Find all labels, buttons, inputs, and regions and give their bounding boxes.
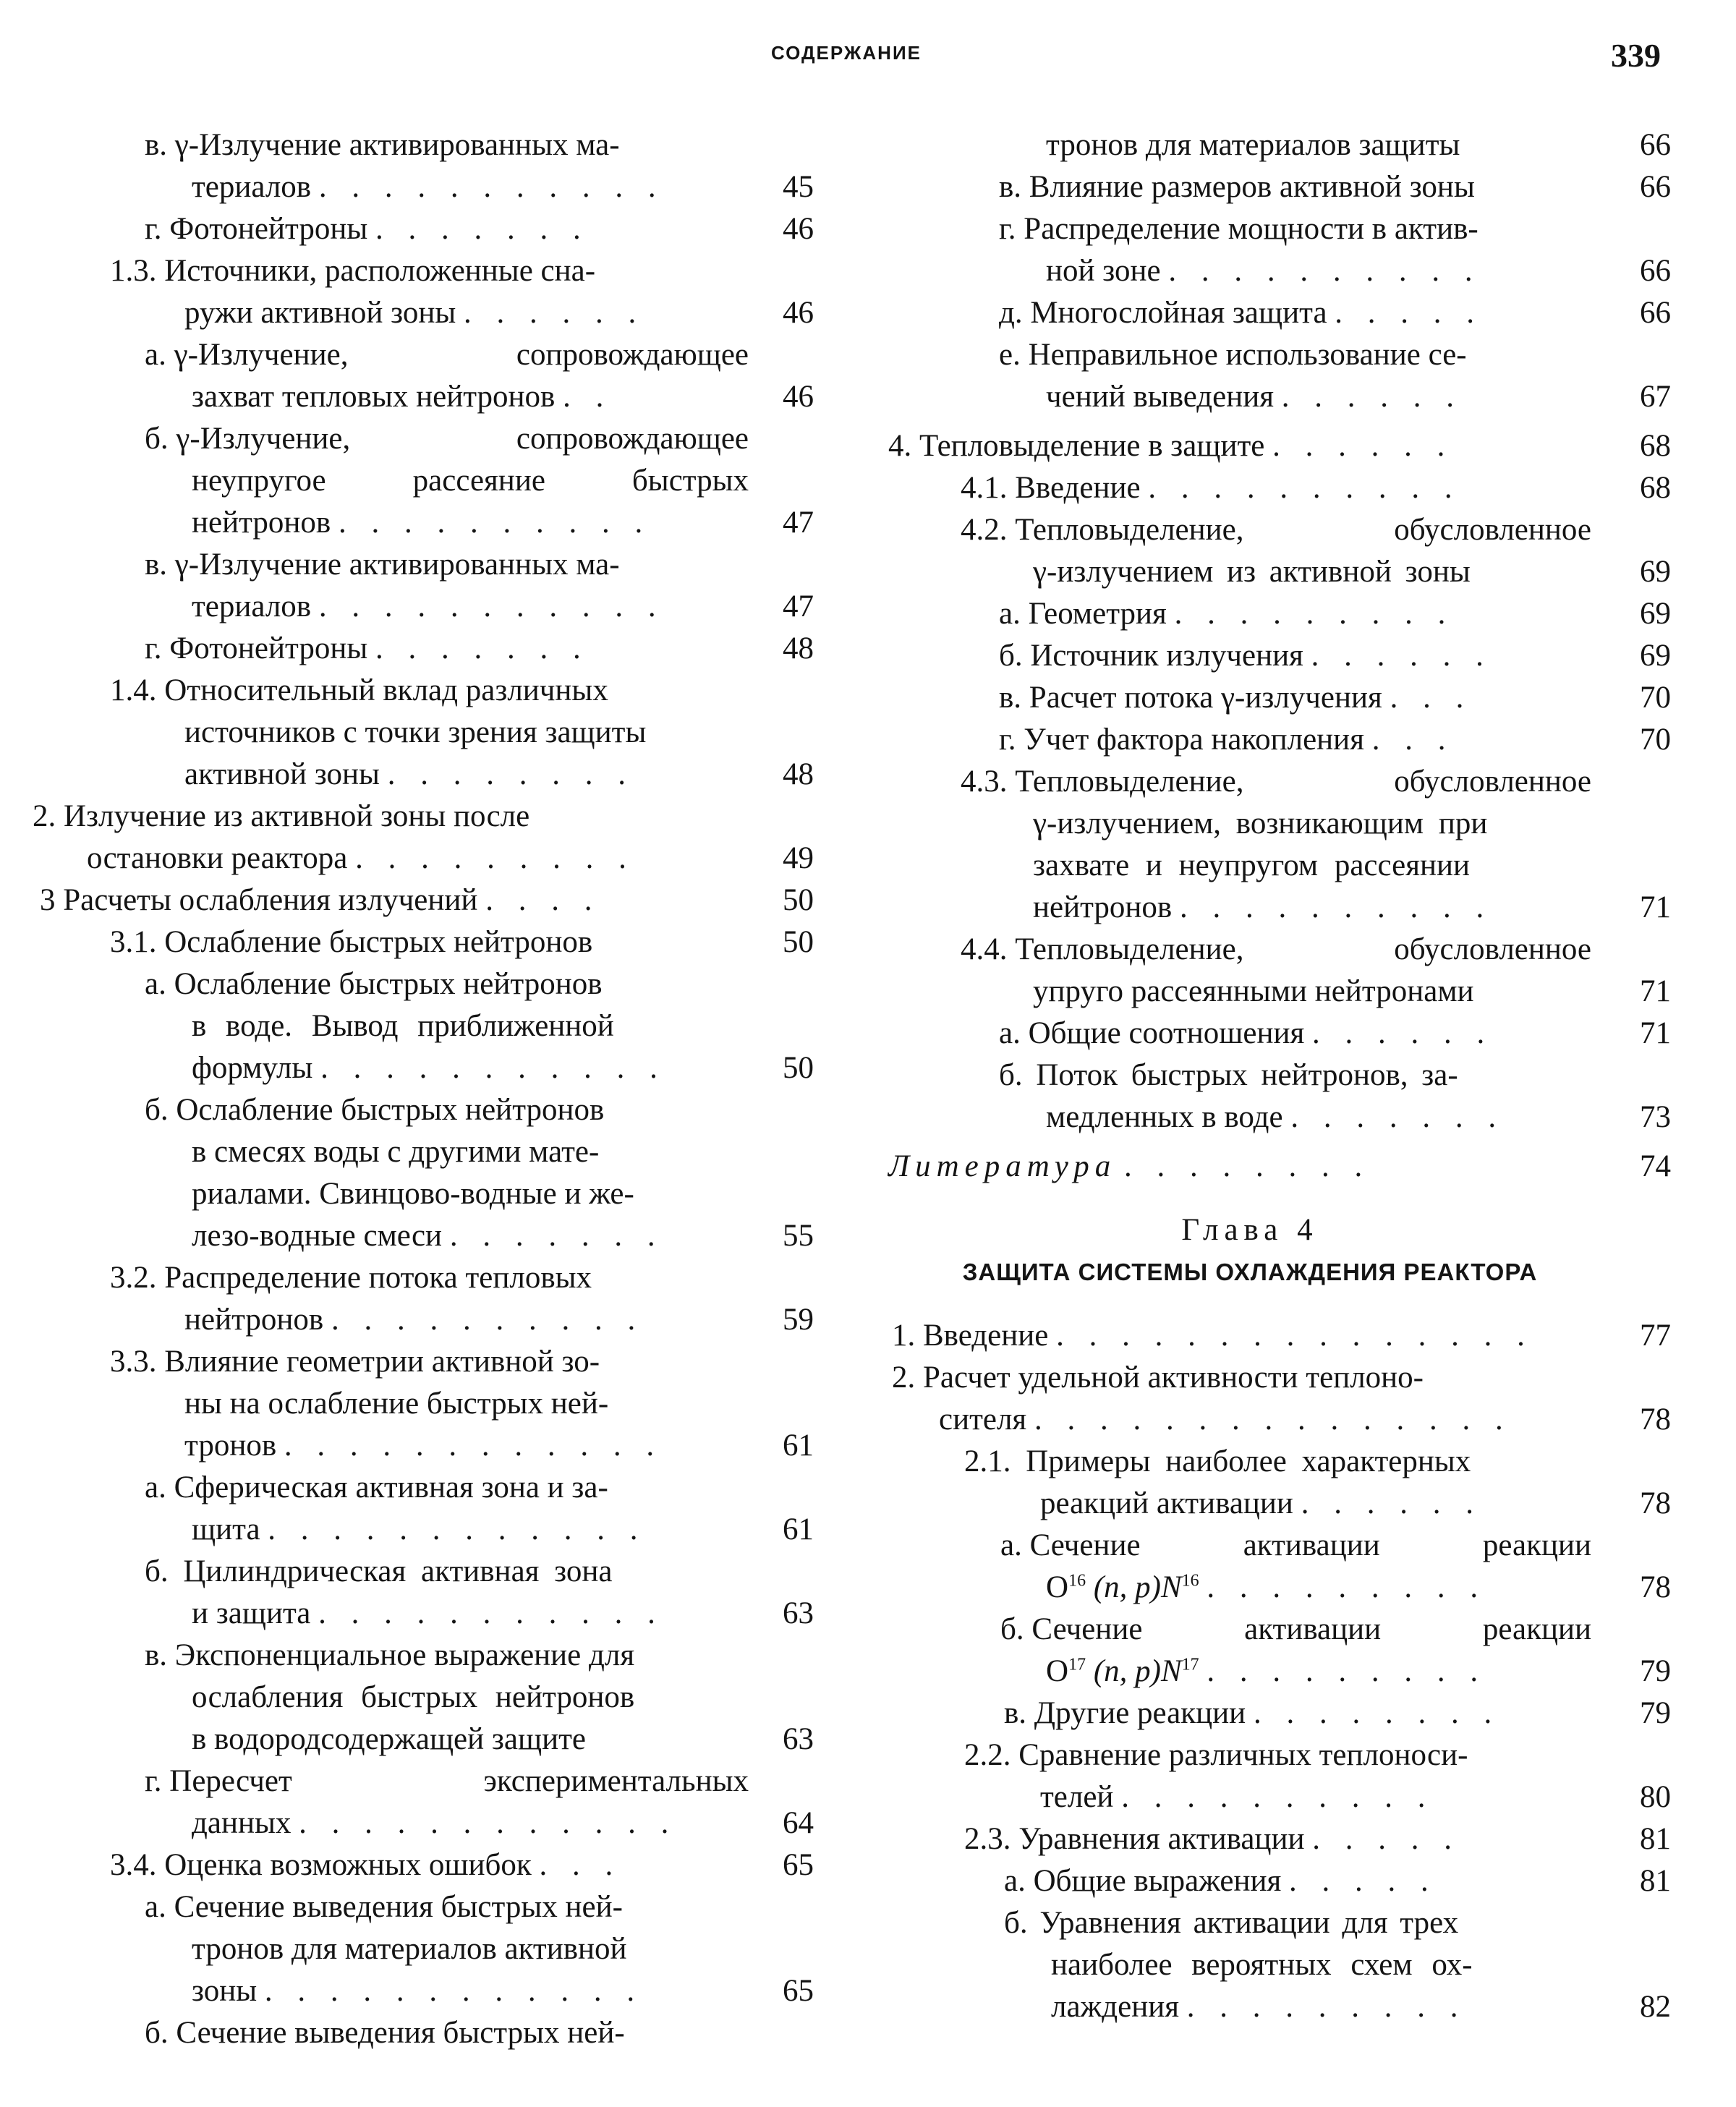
entry-text: териалов . . . . . . . . . . . [192,589,665,623]
leader-dots: . . . . . . . . . [1207,1654,1487,1688]
toc-entry [888,593,1677,635]
entry-text: тронов . . . . . . . . . . . . [184,1429,663,1463]
page-ref: 67 [1640,380,1671,414]
entry-text: е. Неправильное использование се- [999,338,1467,372]
entry-text: г. Учет фактора накопления . . . [999,723,1455,757]
toc-right-column [888,124,1677,2028]
toc-entry [33,376,814,418]
toc-entry [888,1013,1677,1055]
page-ref: 70 [1640,723,1671,757]
page-ref: 69 [1640,555,1671,589]
entry-text: 2. Излучение из активной зоны после [33,799,530,833]
page-ref: 49 [783,841,814,875]
entry-text: в. Другие реакции . . . . . . . . [1004,1696,1501,1730]
entry-text: а. Общие соотношения . . . . . . [999,1016,1494,1050]
toc-entry [888,1651,1677,1693]
page-ref: 74 [1640,1149,1671,1183]
toc-entry [33,670,814,712]
toc-entry [33,1173,814,1215]
entry-text: захват тепловых нейтронов . . [192,380,613,414]
page-number: 339 [1611,37,1661,74]
page-ref: 48 [783,631,814,665]
page-ref: 81 [1640,1864,1671,1898]
entry-text: в смесях воды с другими мате- [192,1135,600,1169]
leader-dots: . . . . . . . . [1253,1696,1501,1730]
entry-text: а. γ-Излучение, сопровождающее [145,338,749,372]
page-ref: 50 [783,1051,814,1085]
leader-dots: . . . . . . . . . . [1168,254,1481,288]
leader-dots: . . . . . . . . . . [1121,1780,1434,1814]
toc-entry [33,1215,814,1257]
page-ref: 66 [1640,254,1671,288]
entry-text: в. Расчет потока γ-излучения . . . [999,681,1473,715]
toc-entry [888,551,1677,593]
toc-entry [33,1635,814,1677]
toc-entry [33,712,814,754]
entry-text: источников с точки зрения защиты [184,715,647,749]
leader-dots: . . . . . . . . . . . [318,170,665,204]
toc-entry [888,803,1677,845]
entry-text: медленных в воде . . . . . . . [1046,1100,1505,1134]
toc-entry [888,1986,1677,2028]
toc-entry [888,1483,1677,1525]
entry-text: 4.3. Тепловыделение, обусловленное [961,765,1591,799]
page-ref: 61 [783,1429,814,1463]
leader-dots: . . . . . . [1272,429,1454,463]
entry-text: д. Многослойная защита . . . . . [999,296,1484,330]
toc-entry [33,292,814,334]
toc-entry [33,334,814,376]
entry-text: тронов для материалов активной [192,1932,627,1966]
toc-entry [888,208,1677,250]
entry-text: б. γ-Излучение, сопровождающее [145,422,749,456]
leader-dots: . . . . [485,883,601,917]
toc-entry [888,425,1677,467]
toc-entry [33,502,814,544]
entry-text: териалов . . . . . . . . . . . [192,170,665,204]
page-ref: 79 [1640,1696,1671,1730]
chapter-heading: ЗАЩИТА СИСТЕМЫ ОХЛАЖДЕНИЯ РЕАКТОРА [962,1259,1538,1285]
toc-entry [33,1886,814,1928]
entry-text: 3.4. Оценка возможных ошибок . . . [110,1848,622,1882]
entry-text: упруго рассеянными нейтронами [1033,974,1474,1008]
entry-text: 2.1. Примеры наиболее характерных [964,1444,1471,1478]
leader-dots: . . . . . . . . . . . [320,1051,666,1085]
entry-text: 3 Расчеты ослабления излучений . . . . [40,883,601,917]
toc-entry [888,1567,1677,1609]
leader-dots: . . . . . . . . . . [339,506,652,540]
entry-text: в воде. Вывод приближенной [192,1009,614,1043]
toc-entry-literature [888,1146,1677,1188]
entry-text: 3.1. Ослабление быстрых нейтронов [110,925,593,959]
page-ref: 47 [783,589,814,623]
toc-entry [33,2012,814,2054]
toc-entry [33,1467,814,1509]
toc-entry [888,1693,1677,1734]
toc-entry [888,635,1677,677]
toc-entry [888,292,1677,334]
page-ref: 48 [783,757,814,791]
toc-entry [888,1441,1677,1483]
leader-dots: . . . [539,1848,622,1882]
entry-text: ослабления быстрых нейтронов [192,1680,635,1714]
entry-text: 4.1. Введение . . . . . . . . . . [961,471,1461,505]
leader-dots: . . . . . [1335,296,1484,330]
entry-text: формулы . . . . . . . . . . . [192,1051,666,1085]
page-ref: 65 [783,1974,814,2008]
toc-entry [888,887,1677,929]
entry-text: и защита . . . . . . . . . . . [192,1596,664,1630]
toc-entry [33,1089,814,1131]
entry-text: г. Пересчет экспериментальных [145,1764,749,1798]
entry-text: 4.2. Тепловыделение, обусловленное [961,513,1591,547]
entry-text: чений выведения . . . . . . [1046,380,1463,414]
entry-text: б. Сечение активации реакции [1000,1612,1591,1646]
toc-entry [33,1719,814,1761]
page-ref: 80 [1640,1780,1671,1814]
page-ref: 82 [1640,1990,1671,2024]
leader-dots: . . . . . . . [1290,1100,1505,1134]
page-ref: 50 [783,883,814,917]
toc-entry [33,1383,814,1425]
toc-entry [888,1399,1677,1441]
leader-dots: . . . . . . . . . . . [318,1596,664,1630]
entry-text: 2.2. Сравнение различных теплоноси- [964,1738,1468,1772]
entry-text: а. Ослабление быстрых нейтронов [145,967,603,1001]
entry-text: в. γ-Излучение активированных ма- [145,128,620,162]
toc-entry [888,334,1677,376]
leader-dots: . . . . . . . . . . [331,1303,644,1337]
entry-text: тронов для материалов защиты [1046,128,1460,162]
entry-text: 1.3. Источники, расположенные сна- [110,254,596,288]
entry-text: зоны . . . . . . . . . . . . [192,1974,644,2008]
toc-entry [33,1677,814,1719]
toc-entry [33,1299,814,1341]
toc-entry [33,418,814,460]
toc-entry [888,509,1677,551]
leader-dots: . . . [1390,681,1473,715]
entry-text: нейтронов . . . . . . . . . . [192,506,652,540]
leader-dots: . . . . . [1312,1822,1461,1856]
toc-entry [33,124,814,166]
entry-text: б. Ослабление быстрых нейтронов [145,1093,605,1127]
entry-text: б. Цилиндрическая активная зона [145,1554,613,1588]
entry-text: 1. Введение . . . . . . . . . . . . . . . [892,1319,1533,1353]
leader-dots: . . . . . . . . . . [1148,471,1461,505]
page-ref: 73 [1640,1100,1671,1134]
entry-text: в. Экспоненциальное выражение для [145,1638,635,1672]
entry-text: лаждения . . . . . . . . . [1051,1990,1467,2024]
entry-text: б. Сечение выведения быстрых ней- [145,2016,625,2050]
leader-dots: . . . . . . . . . [1207,1570,1487,1604]
toc-entry [33,628,814,670]
toc-entry [33,838,814,880]
page-ref: 68 [1640,471,1671,505]
toc-entry [33,544,814,586]
entry-text: а. Общие выражения . . . . . [1004,1864,1437,1898]
toc-entry [33,1047,814,1089]
entry-text: г. Распределение мощности в актив- [999,212,1478,246]
entry-text: 2. Расчет удельной активности теплоно- [892,1361,1424,1395]
page-ref: 46 [783,380,814,414]
leader-dots: . . . . . . . [375,212,590,246]
leader-dots: . . . . . . . . [1124,1149,1371,1183]
entry-text: Литература . . . . . . . . [888,1149,1371,1183]
leader-dots: . . [563,380,613,414]
running-head: СОДЕРЖАНИЕ [771,42,922,64]
toc-entry [888,1525,1677,1567]
entry-text: ной зоне . . . . . . . . . . [1046,254,1481,288]
toc-entry [33,208,814,250]
entry-text: $O^{17}$ (n, $p)N^{17}$ . . . . . . . . . [1046,1654,1487,1688]
entry-text: щита . . . . . . . . . . . . [192,1512,647,1546]
toc-entry [888,376,1677,418]
leader-dots: . . . . . . [1301,1486,1482,1520]
page-ref: 59 [783,1303,814,1337]
entry-text: γ-излучением, возникающим при [1033,806,1488,840]
entry-text: 4. Тепловыделение в защите . . . . . . [888,429,1454,463]
leader-dots: . . . . . . . . . . [1180,890,1493,924]
leader-dots: . . . [1371,723,1455,757]
leader-dots: . . . . . . . [449,1219,664,1253]
toc-entry [33,166,814,208]
toc-entry [33,1425,814,1467]
leader-dots: . . . . . [1289,1864,1437,1898]
toc-entry [888,1776,1677,1818]
toc-entry [888,124,1677,166]
page-ref: 65 [783,1848,814,1882]
toc-entry [888,1357,1677,1399]
entry-text: сителя . . . . . . . . . . . . . . . [939,1402,1512,1436]
leader-dots: . . . . . . [1312,1016,1494,1050]
toc-left-column [33,124,814,2054]
entry-text: нейтронов . . . . . . . . . . [1033,890,1493,924]
page-ref: 63 [783,1722,814,1756]
entry-text: 3.3. Влияние геометрии активной зо- [110,1345,600,1379]
page-ref: 50 [783,925,814,959]
page-ref: 61 [783,1512,814,1546]
entry-text: наиболее вероятных схем ох- [1051,1948,1473,1982]
entry-text: г. Фотонейтроны . . . . . . . [145,212,590,246]
entry-text: лезо-водные смеси . . . . . . . [192,1219,664,1253]
toc-entry [888,719,1677,761]
toc-entry [33,1970,814,2012]
toc-entry [33,460,814,502]
toc-entry [888,1097,1677,1138]
page-ref: 68 [1640,429,1671,463]
toc-entry [33,1341,814,1383]
toc-entry [33,1551,814,1593]
entry-text: захвате и неупругом рассеянии [1033,848,1471,882]
entry-text: неупругое рассеяние быстрых [192,464,749,498]
leader-dots: . . . . . . . [375,631,590,665]
toc-entry [888,1315,1677,1357]
page-ref: 66 [1640,170,1671,204]
toc-entry [888,1860,1677,1902]
toc-entry [888,250,1677,292]
toc-entry [33,1005,814,1047]
toc-entry [888,1609,1677,1651]
leader-dots: . . . . . . . . . [1174,597,1455,631]
toc-entry [33,1257,814,1299]
entry-text: реакций активации . . . . . . [1040,1486,1482,1520]
leader-dots: . . . . . . . . . . . . . . . [1056,1319,1533,1353]
page-ref: 77 [1640,1319,1671,1353]
toc-entry [888,166,1677,208]
toc-entry [888,761,1677,803]
toc-entry [33,586,814,628]
leader-dots: . . . . . . . . [387,757,634,791]
page-ref: 78 [1640,1486,1671,1520]
chapter-title: Глава 4 [1181,1213,1319,1247]
toc-entry [888,845,1677,887]
leader-dots: . . . . . . . . . . . . . . . [1034,1402,1512,1436]
page-ref: 71 [1640,890,1671,924]
page-ref: 81 [1640,1822,1671,1856]
entry-text: γ-излучением из активной зоны [1033,555,1471,589]
toc-entry [33,880,814,921]
toc-entry [33,1844,814,1886]
leader-dots: . . . . . . . . . . . . [268,1512,647,1546]
leader-dots: . . . . . . [464,296,645,330]
toc-entry [33,1928,814,1970]
page-ref: 70 [1640,681,1671,715]
page-ref: 69 [1640,639,1671,673]
page-ref: 66 [1640,128,1671,162]
toc-entry [888,1818,1677,1860]
page-ref: 63 [783,1596,814,1630]
toc-entry [888,677,1677,719]
entry-text: ны на ослабление быстрых ней- [184,1387,609,1421]
entry-text: активной зоны . . . . . . . . [184,757,634,791]
toc-entry [33,1761,814,1802]
page-ref: 79 [1640,1654,1671,1688]
leader-dots: . . . . . . . . . . . . [264,1974,644,2008]
page-ref: 66 [1640,296,1671,330]
entry-text: остановки реактора . . . . . . . . . [87,841,635,875]
entry-text: в. γ-Излучение активированных ма- [145,548,620,582]
entry-text: 4.4. Тепловыделение, обусловленное [961,932,1591,966]
leader-dots: . . . . . . . . . . . . [299,1806,678,1840]
toc-entry [33,1593,814,1635]
toc-entry [33,1131,814,1173]
page-ref: 46 [783,212,814,246]
page-ref: 69 [1640,597,1671,631]
toc-entry [888,971,1677,1013]
toc-entry [888,1902,1677,1944]
leader-dots: . . . . . . . . . . . . [284,1429,663,1463]
page-ref: 64 [783,1806,814,1840]
entry-text: $O^{16}$ (n, $p)N^{16}$ . . . . . . . . . [1046,1570,1487,1604]
entry-text: телей . . . . . . . . . . [1040,1780,1434,1814]
entry-text: 2.3. Уравнения активации . . . . . [964,1822,1461,1856]
toc-entry [33,963,814,1005]
entry-text: ружи активной зоны . . . . . . [184,296,645,330]
entry-text: б. Поток быстрых нейтронов, за- [999,1058,1458,1092]
toc-entry [888,1055,1677,1097]
entry-text: данных . . . . . . . . . . . . [192,1806,678,1840]
page-ref: 71 [1640,1016,1671,1050]
toc-entry [33,754,814,796]
entry-text: б. Уравнения активации для трех [1004,1906,1459,1940]
leader-dots: . . . . . . . . . . . [318,589,665,623]
entry-text: а. Сечение выведения быстрых ней- [145,1890,623,1924]
entry-text: в водородсодержащей защите [192,1722,586,1756]
entry-text: а. Геометрия . . . . . . . . . [999,597,1455,631]
page-ref: 71 [1640,974,1671,1008]
entry-text: в. Влияние размеров активной зоны [999,170,1475,204]
toc-entry [888,929,1677,971]
toc-entry [888,1944,1677,1986]
leader-dots: . . . . . . . . . [1186,1990,1467,2024]
entry-text: 3.2. Распределение потока тепловых [110,1261,592,1295]
entry-text: а. Сечение активации реакции [1000,1528,1591,1562]
leader-dots: . . . . . . [1311,639,1492,673]
page-ref: 78 [1640,1402,1671,1436]
page-ref: 46 [783,296,814,330]
toc-entry [33,1509,814,1551]
entry-text: б. Источник излучения . . . . . . [999,639,1492,673]
page-ref: 45 [783,170,814,204]
toc-entry [33,1802,814,1844]
leader-dots: . . . . . . . . . [355,841,635,875]
toc-entry [888,1734,1677,1776]
toc-entry [888,467,1677,509]
page-ref: 47 [783,506,814,540]
entry-text: а. Сферическая активная зона и за- [145,1470,608,1504]
toc-entry [33,921,814,963]
page-ref: 78 [1640,1570,1671,1604]
entry-text: 1.4. Относительный вклад различных [110,673,608,707]
page-ref: 55 [783,1219,814,1253]
entry-text: нейтронов . . . . . . . . . . [184,1303,644,1337]
toc-entry [33,796,814,838]
toc-entry [33,250,814,292]
entry-text: риалами. Свинцово-водные и же- [192,1177,634,1211]
leader-dots: . . . . . . [1281,380,1463,414]
entry-text: г. Фотонейтроны . . . . . . . [145,631,590,665]
